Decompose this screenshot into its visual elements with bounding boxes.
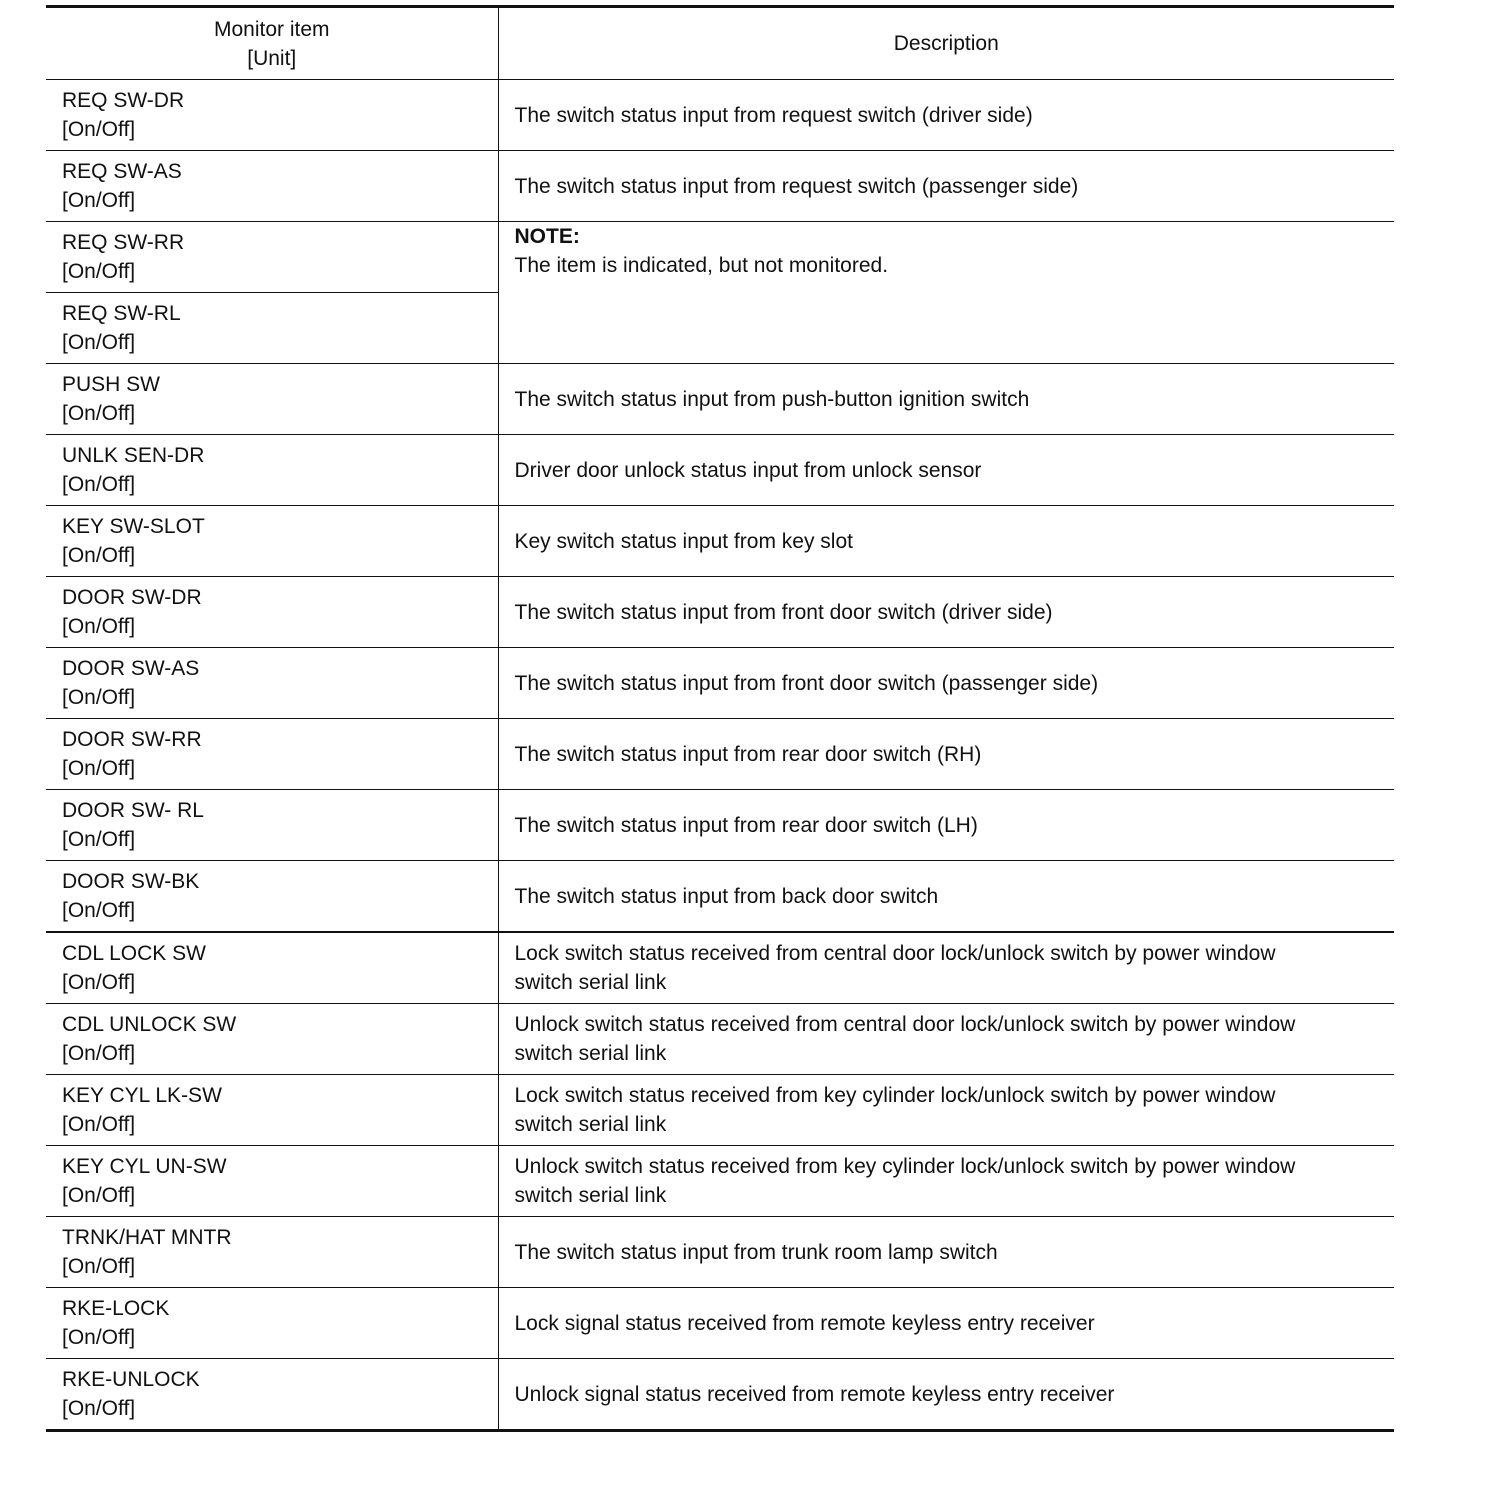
monitor-item-table xyxy=(46,5,1394,1432)
monitor-item-cell xyxy=(46,719,498,790)
monitor-item-unit: [On/Off] xyxy=(62,757,136,780)
monitor-item-name: DOOR SW-BK xyxy=(62,870,200,893)
table-header-row xyxy=(46,7,1394,80)
header-monitor-item-label: Monitor item xyxy=(213,17,330,41)
description-cell: Key switch status input from key slot xyxy=(498,506,1394,577)
monitor-item-unit: [On/Off] xyxy=(62,1326,136,1349)
monitor-item-name: PUSH SW xyxy=(62,373,161,396)
monitor-item-cell xyxy=(46,80,498,151)
header-monitor-item xyxy=(46,7,498,80)
description-line: Unlock switch status received from key cylinder lock/unlock switch by power window xyxy=(514,1155,1296,1178)
monitor-item-name: TRNK/HAT MNTR xyxy=(62,1226,232,1249)
table-row xyxy=(46,577,1394,648)
monitor-item-cell xyxy=(46,648,498,719)
table-row xyxy=(46,790,1394,861)
header-description: Description xyxy=(498,7,1394,80)
description-line: Unlock switch status received from central door lock/unlock switch by power window xyxy=(514,1013,1296,1036)
monitor-item-cell xyxy=(46,932,498,1004)
description-line: switch serial link xyxy=(514,1113,667,1136)
monitor-item-cell xyxy=(46,1217,498,1288)
description-cell: The switch status input from front door switch (driver side) xyxy=(498,577,1394,648)
monitor-item-name: DOOR SW-RR xyxy=(62,728,202,751)
header-unit-label: [Unit] xyxy=(247,46,297,70)
monitor-item-unit: [On/Off] xyxy=(62,1042,136,1065)
monitor-item-name: DOOR SW- RL xyxy=(62,799,204,822)
monitor-item-name: KEY CYL LK-SW xyxy=(62,1084,222,1107)
monitor-item-unit: [On/Off] xyxy=(62,189,136,212)
description-cell: The switch status input from request switch (driver side) xyxy=(498,80,1394,151)
monitor-item-cell xyxy=(46,1075,498,1146)
description-line: switch serial link xyxy=(514,971,667,994)
monitor-item-cell xyxy=(46,577,498,648)
description-cell xyxy=(498,932,1394,1004)
monitor-item-unit: [On/Off] xyxy=(62,1255,136,1278)
table-row xyxy=(46,1359,1394,1431)
monitor-item-unit: [On/Off] xyxy=(62,331,136,354)
description-cell: The switch status input from back door switch xyxy=(498,861,1394,933)
note-cell xyxy=(498,222,1394,364)
monitor-item-cell xyxy=(46,1004,498,1075)
table-row xyxy=(46,1146,1394,1217)
description-cell: The switch status input from trunk room lamp switch xyxy=(498,1217,1394,1288)
monitor-item-cell xyxy=(46,222,498,293)
monitor-item-name: REQ SW-RR xyxy=(62,231,185,254)
monitor-item-cell xyxy=(46,1288,498,1359)
monitor-item-cell xyxy=(46,364,498,435)
table-row xyxy=(46,719,1394,790)
description-line: switch serial link xyxy=(514,1042,667,1065)
monitor-item-name: CDL LOCK SW xyxy=(62,942,206,965)
monitor-item-cell xyxy=(46,151,498,222)
monitor-item-unit: [On/Off] xyxy=(62,686,136,709)
description-cell: The switch status input from request switch (passenger side) xyxy=(498,151,1394,222)
table-row xyxy=(46,151,1394,222)
description-cell: Driver door unlock status input from unlock sensor xyxy=(498,435,1394,506)
monitor-item-unit: [On/Off] xyxy=(62,473,136,496)
monitor-item-unit: [On/Off] xyxy=(62,402,136,425)
monitor-item-cell xyxy=(46,1146,498,1217)
monitor-item-unit: [On/Off] xyxy=(62,971,136,994)
table-row xyxy=(46,648,1394,719)
monitor-item-name: REQ SW-AS xyxy=(62,160,182,183)
monitor-item-unit: [On/Off] xyxy=(62,1184,136,1207)
monitor-item-name: RKE-UNLOCK xyxy=(62,1368,200,1391)
monitor-item-name: UNLK SEN-DR xyxy=(62,444,205,467)
description-cell xyxy=(498,1146,1394,1217)
description-line: Lock switch status received from key cylinder lock/unlock switch by power window xyxy=(514,1084,1276,1107)
monitor-item-unit: [On/Off] xyxy=(62,118,136,141)
monitor-item-name: REQ SW-RL xyxy=(62,302,181,325)
description-cell: The switch status input from push-button ignition switch xyxy=(498,364,1394,435)
monitor-item-name: REQ SW-DR xyxy=(62,89,185,112)
monitor-item-name: DOOR SW-DR xyxy=(62,586,202,609)
description-cell: The switch status input from rear door switch (RH) xyxy=(498,719,1394,790)
table-row xyxy=(46,1075,1394,1146)
description-cell xyxy=(498,1075,1394,1146)
description-cell: The switch status input from front door switch (passenger side) xyxy=(498,648,1394,719)
table-row xyxy=(46,435,1394,506)
monitor-item-name: KEY CYL UN-SW xyxy=(62,1155,227,1178)
monitor-item-cell xyxy=(46,790,498,861)
monitor-item-unit: [On/Off] xyxy=(62,260,136,283)
description-cell: Lock signal status received from remote keyless entry receiver xyxy=(498,1288,1394,1359)
table-row xyxy=(46,1288,1394,1359)
table-row xyxy=(46,80,1394,151)
note-text: The item is indicated, but not monitored. xyxy=(514,254,889,277)
monitor-item-cell xyxy=(46,1359,498,1431)
monitor-item-unit: [On/Off] xyxy=(62,615,136,638)
description-cell xyxy=(498,1004,1394,1075)
monitor-item-unit: [On/Off] xyxy=(62,828,136,851)
description-cell: Unlock signal status received from remote keyless entry receiver xyxy=(514,1382,1115,1406)
table-row xyxy=(46,364,1394,435)
description-cell: The switch status input from rear door switch (LH) xyxy=(498,790,1394,861)
table-row xyxy=(46,222,1394,293)
table-row xyxy=(46,1004,1394,1075)
monitor-item-name: CDL UNLOCK SW xyxy=(62,1013,237,1036)
description-line: switch serial link xyxy=(514,1184,667,1207)
monitor-item-name: KEY SW-SLOT xyxy=(62,515,205,538)
monitor-item-cell xyxy=(46,861,498,933)
monitor-item-unit: [On/Off] xyxy=(62,1113,136,1136)
note-label: NOTE: xyxy=(514,225,580,248)
monitor-item-unit: [On/Off] xyxy=(62,899,136,922)
monitor-item-unit: [On/Off] xyxy=(62,1397,136,1420)
table-row xyxy=(46,1217,1394,1288)
monitor-item-name: RKE-LOCK xyxy=(62,1297,170,1320)
table-row xyxy=(46,861,1394,933)
description-line: Lock switch status received from central door lock/unlock switch by power window xyxy=(514,942,1276,965)
monitor-item-cell xyxy=(46,435,498,506)
monitor-item-cell xyxy=(46,293,498,364)
table-row xyxy=(46,932,1394,1004)
table-row xyxy=(46,506,1394,577)
monitor-item-cell xyxy=(46,506,498,577)
monitor-item-name: DOOR SW-AS xyxy=(62,657,200,680)
monitor-item-unit: [On/Off] xyxy=(62,544,136,567)
